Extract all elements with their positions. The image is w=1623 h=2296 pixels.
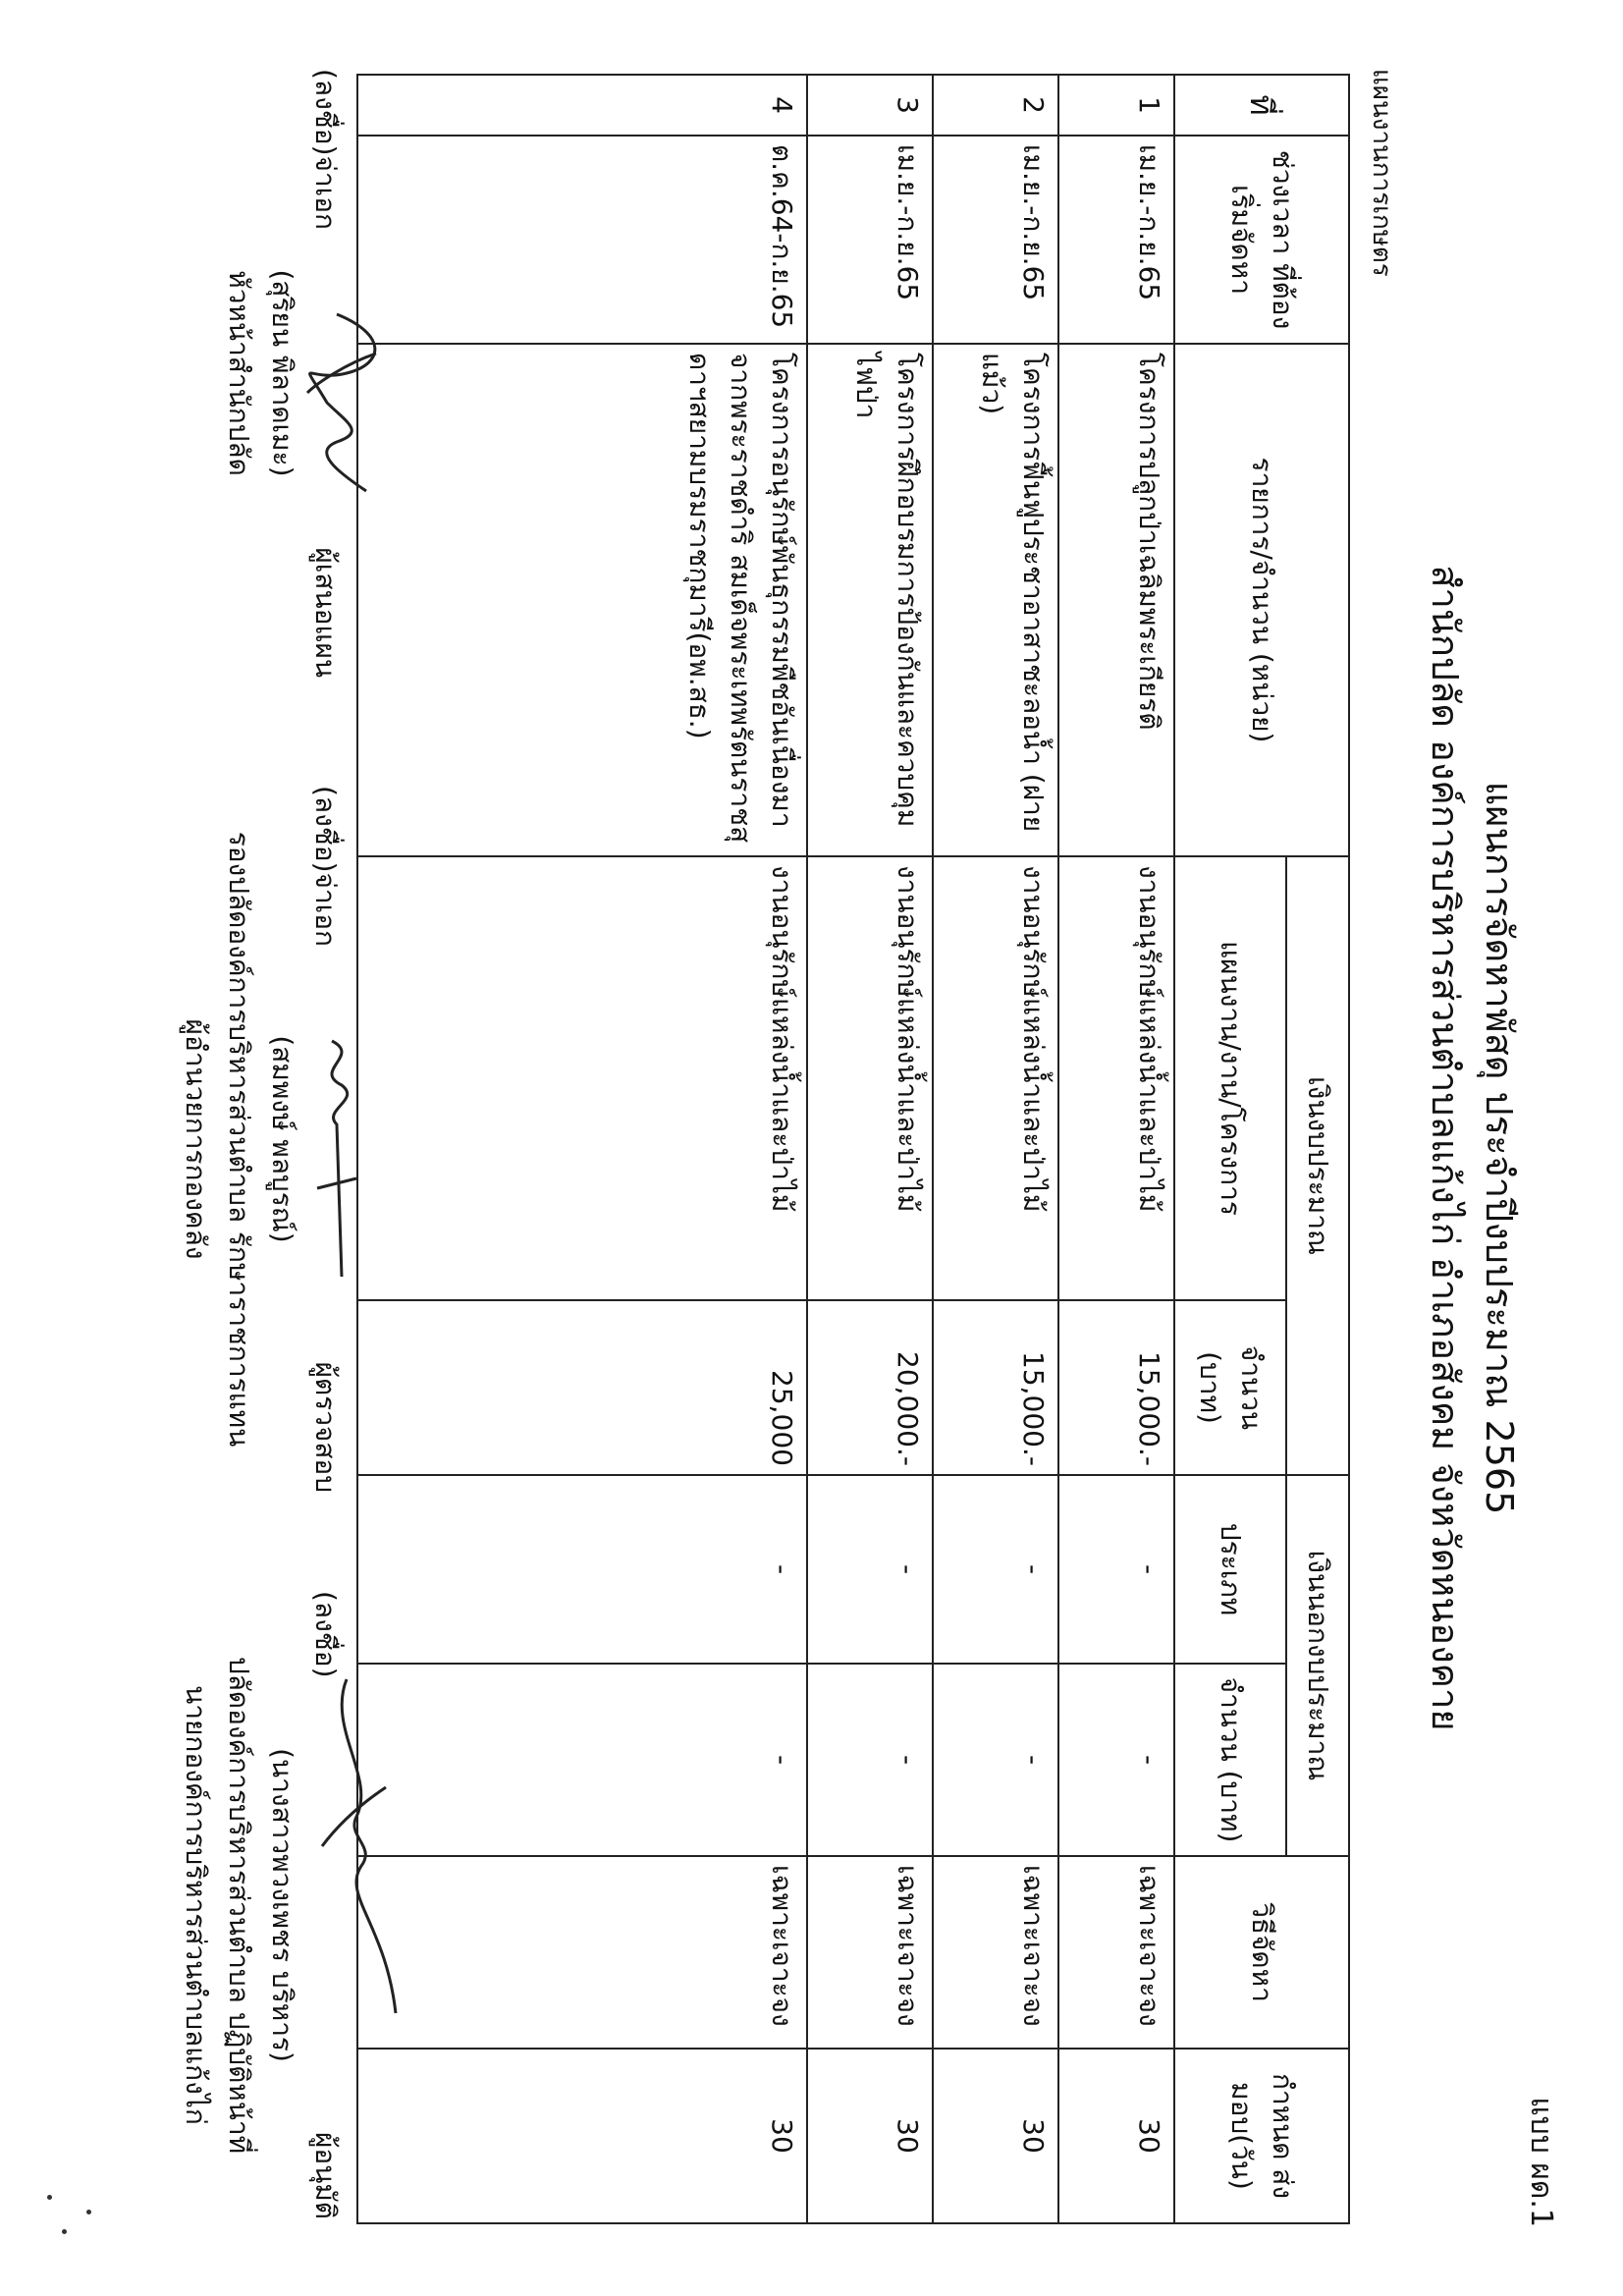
row2-type: -: [932, 1474, 1059, 1665]
row1-delivery: 30: [1057, 2048, 1175, 2224]
header-no: ที่: [1173, 74, 1350, 137]
row1-method: เฉพาะเจาะจง: [1057, 1855, 1175, 2050]
row1-amount: 15,000.-: [1057, 1299, 1175, 1476]
header-type: ประเภท: [1173, 1474, 1287, 1665]
preparer-role: ผู้เสนอแผน: [309, 547, 342, 678]
row2-amount: 15,000.-: [932, 1299, 1059, 1476]
preparer-name: (สุริยน พิลาดเมะ): [266, 269, 298, 477]
row4-delivery: 30: [356, 2048, 808, 2224]
row1-items: โครงการปลูกป่าเฉลิมพระเกียรติ: [1057, 343, 1175, 857]
header-plan: แผนงาน/งาน/โครงการ: [1173, 855, 1287, 1301]
row2-method: เฉพาะเจาะจง: [932, 1855, 1059, 2050]
row4-items: โครงการอนุรักษ์พันธุกรรมพืชอันเนื่องมาจากพระราชดำริ สมเด็จพระเทพรัตนราชสุดาฯสยามบรมราชกุมารี(อพ.สธ.): [356, 343, 808, 857]
department-label: แผนงานการเกษตร: [1367, 69, 1396, 277]
document-subtitle: สำนักปลัด องค์การบริหารส่วนตำบลแก้งไก่ อำเภอสังคม จังหวัดหนองคาย: [1424, 565, 1467, 1731]
row2-period: เม.ย.-ก.ย.65: [932, 135, 1059, 345]
row3-amount: 20,000.-: [806, 1299, 934, 1476]
row2-offbudget-amount: -: [932, 1663, 1059, 1857]
row3-plan: งานอนุรักษ์แหล่งน้ำและป่าไม้: [806, 855, 934, 1301]
reviewer-signature-image: [302, 1031, 371, 1286]
reviewer-position-1: รองปลัดองค์การบริหารส่วนตำบล รักษาราชการแทน: [223, 831, 255, 1448]
approver-signature-image: [307, 1669, 415, 2023]
row2-delivery: 30: [932, 2048, 1059, 2224]
row1-no: 1: [1057, 74, 1175, 137]
row3-type: -: [806, 1474, 934, 1665]
row3-no: 3: [806, 74, 934, 137]
row2-items: โครงการฟื้นฟูประชาอาสาชะลอน้ำ (ฝายแม้ว): [932, 343, 1059, 857]
header-items: รายการ/จำนวน (หน่วย): [1173, 343, 1350, 857]
header-period: ช่วงเวลา ที่ต้องเริ่มจัดหา: [1173, 135, 1350, 345]
row4-plan: งานอนุรักษ์แหล่งน้ำและป่าไม้: [356, 855, 808, 1301]
row2-plan: งานอนุรักษ์แหล่งน้ำและป่าไม้: [932, 855, 1059, 1301]
preparer-position: หัวหน้าสำนักปลัด: [223, 270, 255, 476]
row4-offbudget-amount: -: [356, 1663, 808, 1857]
row4-no: 4: [356, 74, 808, 137]
reviewer-sign-line: (ลงชื่อ)จ่าเอก: [309, 786, 342, 947]
form-code: แบบ ผด.1: [1524, 2097, 1558, 2227]
header-offbudget-amount: จำนวน (บาท): [1173, 1663, 1287, 1857]
row3-method: เฉพาะเจาะจง: [806, 1855, 934, 2050]
reviewer-role: ผู้ตรวจสอบ: [309, 1361, 342, 1493]
row3-period: เม.ย.-ก.ย.65: [806, 135, 934, 345]
header-delivery: กำหนด ส่งมอบ(วัน): [1173, 2048, 1350, 2224]
row1-type: -: [1057, 1474, 1175, 1665]
row3-items: โครงการฝึกอบรมการป้องกันและควบคุมไฟป่า: [806, 343, 934, 857]
row4-method: เฉพาะเจาะจง: [356, 1855, 808, 2050]
header-method: วิธีจัดหา: [1173, 1855, 1350, 2050]
row4-period: ต.ค.64-ก.ย.65: [356, 135, 808, 345]
approver-role: ผู้อนุมัติ: [309, 2131, 342, 2219]
approver-position-1: ปลัดองค์การบริหารส่วนตำบล ปฏิบัติหน้าที่: [223, 1656, 255, 2155]
preparer-sign-line: (ลงชื่อ)จ่าเอก: [309, 69, 342, 230]
row2-no: 2: [932, 74, 1059, 137]
approver-name: (นางสาวพวงเพชร บริหาร): [266, 1748, 298, 2062]
row1-period: เม.ย.-ก.ย.65: [1057, 135, 1175, 345]
approver-position-2: นายกองค์การบริหารส่วนตำบลแก้งไก่: [180, 1685, 212, 2125]
approver-sign-line: (ลงชื่อ): [309, 1591, 342, 1678]
row4-type: -: [356, 1474, 808, 1665]
row1-offbudget-amount: -: [1057, 1663, 1175, 1857]
row3-offbudget-amount: -: [806, 1663, 934, 1857]
preparer-signature-image: [288, 295, 406, 511]
row3-delivery: 30: [806, 2048, 934, 2224]
header-budget-group: เงินงบประมาณ: [1285, 855, 1350, 1476]
row1-plan: งานอนุรักษ์แหล่งน้ำและป่าไม้: [1057, 855, 1175, 1301]
row4-amount: 25,000: [356, 1299, 808, 1476]
document-title: แผนการจัดหาพัสดุ ประจำปีงบประมาณ 2565: [1478, 781, 1521, 1515]
header-offbudget-group: เงินนอกงบประมาณ: [1285, 1474, 1350, 1857]
header-amount: จำนวน (บาท): [1173, 1299, 1287, 1476]
procurement-table: [358, 74, 1350, 2224]
reviewer-position-2: ผู้อำนวยการกองคลัง: [180, 1018, 212, 1260]
reviewer-name: (สมพงษ์ พลบูรณ์): [266, 1035, 298, 1243]
